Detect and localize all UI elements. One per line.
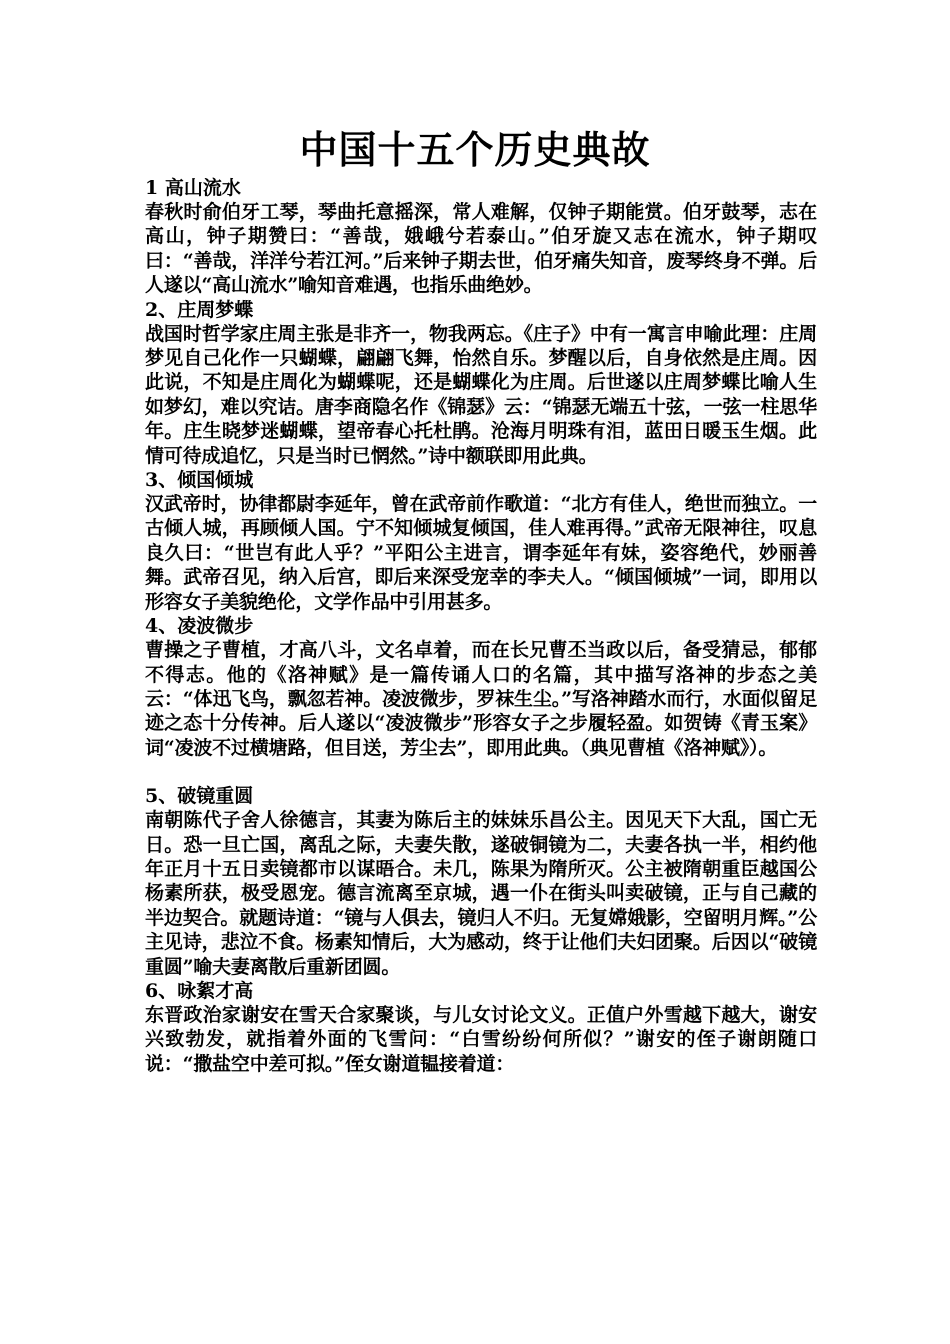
section-text-6: 东晋政治家谢安在雪天合家聚谈，与儿女讨论文义。正值户外雪越下越大，谢安兴致勃发，就指着外面的飞雪问：“白雪纷纷何所似？”谢安的侄子谢朗随口说：“撒盐空中差可拟。”侄女谢道韫接着道： [145,1003,817,1075]
section-heading-2: 2、庄周梦蝶 [145,298,254,321]
document-body [145,176,817,1076]
section-heading-1: 1 高山流水 [145,177,241,199]
section-heading-5: 5、破镜重圆 [145,785,254,808]
section-heading-4: 4、凌波微步 [145,615,254,638]
section-heading-3: 3、倾国倾城 [145,469,254,492]
document-title: 中国十五个历史典故 [299,127,651,172]
section-text-3: 汉武帝时，协律都尉李延年，曾在武帝前作歌道：“北方有佳人，绝世而独立。一古倾人城，再顾倾人国。宁不知倾城复倾国，佳人难再得。”武帝无限神往，叹息良久曰：“世岂有此人乎？”平阳公主进言，谓李延年有妹，姿容绝代，妙丽善舞。武帝召见，纳入后宫，即后来深受宠幸的李夫人。“倾国倾城”一词，即用以形容女子美貌绝伦，文学作品中引用甚多。 [145,493,817,613]
section-text-4: 曹操之子曹植，才高八斗，文名卓着，而在长兄曹丕当政以后，备受猜忌，郁郁不得志。他的《洛神赋》是一篇传诵人口的名篇，其中描写洛神的步态之美云：“体迅飞鸟，飘忽若神。凌波微步，罗袜生尘。”写洛神踏水而行，水面似留足迹之态十分传神。后人遂以“凌波微步”形容女子之步履轻盈。如贺铸《青玉案》词“凌波不过横塘路，但目送，芳尘去”，即用此典。（典见曹植《洛神赋》）。 [145,639,817,759]
section-heading-6: 6、咏絮才高 [145,979,254,1002]
section-text-1: 春秋时俞伯牙工琴，琴曲托意摇深，常人难解，仅钟子期能赏。伯牙鼓琴，志在高山，钟子期赞曰：“善哉，娥峨兮若泰山。”伯牙旋又志在流水，钟子期叹曰：“善哉，洋洋兮若江河。”后来钟子期去世，伯牙痛失知音，废琴终身不弹。后人遂以“高山流水”喻知音难遇，也指乐曲绝妙。 [145,201,817,297]
section-text-5: 南朝陈代子舍人徐德言，其妻为陈后主的妹妹乐昌公主。因见天下大乱，国亡无日。恐一旦亡国，离乱之际，夫妻失散，遂破铜镜为二，夫妻各执一半，相约他年正月十五日卖镜都市以谋晤合。未几，陈果为隋所灭。公主被隋朝重臣越国公杨素所获，极受恩宠。德言流离至京城，遇一仆在街头叫卖破镜，正与自己藏的半边契合。就题诗道：“镜与人俱去，镜归人不归。无复嫦娥影，空留明月辉。”公主见诗，悲泣不食。杨素知情后，大为感动，终于让他们夫妇团聚。后因以“破镜重圆”喻夫妻离散后重新团圆。 [145,809,817,978]
section-text-2: 战国时哲学家庄周主张是非齐一，物我两忘。《庄子》中有一寓言申喻此理：庄周梦见自己化作一只蝴蝶，翩翩飞舞，怡然自乐。梦醒以后，自身依然是庄周。因此说，不知是庄周化为蝴蝶呢，还是蝴蝶化为庄周。后世遂以庄周梦蝶比喻人生如梦幻，难以究诘。唐李商隐名作《锦瑟》云：“锦瑟无端五十弦，一弦一柱思华年。庄生晓梦迷蝴蝶，望帝春心托杜鹃。沧海月明珠有泪，蓝田日暖玉生烟。此情可待成追忆，只是当时已惘然。”诗中额联即用此典。 [145,322,817,467]
blank-line [145,760,817,784]
